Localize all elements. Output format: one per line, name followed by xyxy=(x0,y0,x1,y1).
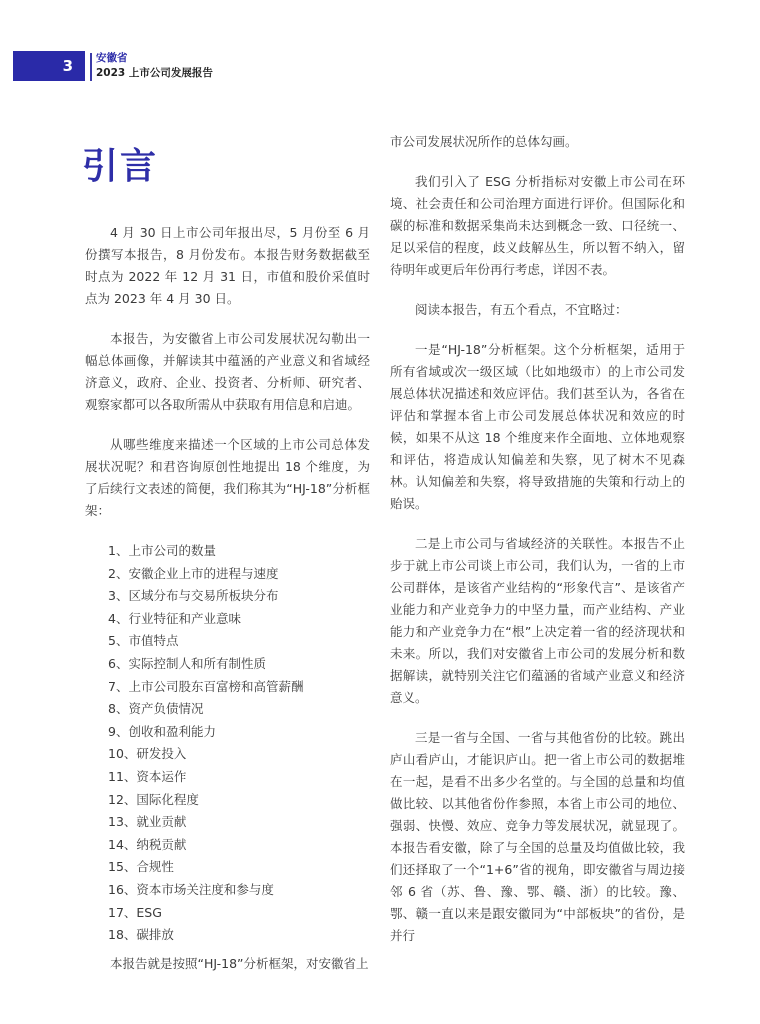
list-item: 7、上市公司股东百富榜和高管薪酬 xyxy=(108,678,304,694)
header-province: 安徽省 xyxy=(96,52,128,64)
paragraph: 市公司发展状况所作的总体勾画。 xyxy=(390,134,578,149)
paragraph: 三是一省与全国、一省与其他省份的比较。跳出庐山看庐山，才能识庐山。把一省上市公司的数据堆在一起，是看不出多少名堂的。与全国的总量和均值做比较、以其他省份作参照，本省上市公司的地位、强弱、快慢、效应、竞争力等发展状况，就显现了。本报告看安徽，除了与全国的总量及均值做比较，我们还择取了一个“1+6”省的视角，即安徽省与周边接邻 6 省（苏、鲁、豫、鄂、赣、浙）的比较。豫、鄂、赣一直以来是跟安徽同为“中部板块”的省份，是并行 xyxy=(390,730,685,943)
paragraph: 本报告，为安徽省上市公司发展状况勾勒出一幅总体画像，并解读其中蕴涵的产业意义和省域经济意义，政府、企业、投资者、分析师、研究者、观察家都可以各取所需从中获取有用信息和启迪。 xyxy=(85,331,370,412)
section-title: 引言 xyxy=(82,146,159,187)
list-item: 4、行业特征和产业意味 xyxy=(108,610,241,626)
list-item: 11、资本运作 xyxy=(108,768,187,784)
running-header xyxy=(96,51,213,81)
page-number: 3 xyxy=(62,57,73,75)
page-number-badge xyxy=(13,51,85,81)
header-divider xyxy=(90,53,92,81)
list-item: 15、合规性 xyxy=(108,859,174,875)
paragraph: 从哪些维度来描述一个区域的上市公司总体发展状况呢？和君咨询原创性地提出 18 个维度，为了后续行文表述的简便，我们称其为“HJ-18”分析框架： xyxy=(85,437,370,518)
dimension-list xyxy=(85,540,370,947)
list-item: 5、市值特点 xyxy=(108,633,179,649)
paragraph: 一是“HJ-18”分析框架。这个分析框架，适用于所有省域或次一级区域（比如地级市）的上市公司发展总体状况描述和效应评估。我们甚至认为，各省在评估和掌握本省上市公司发展总体状况和效应的时候，如果不从这 18 个维度来作全面地、立体地观察和评估，将造成认知偏差和失察，见了树木不见森林。认知偏差和失察，将导致措施的失策和行动上的贻误。 xyxy=(390,342,685,511)
list-item: 6、实际控制人和所有制性质 xyxy=(108,655,266,671)
left-column xyxy=(85,222,370,993)
list-item: 10、研发投入 xyxy=(108,746,187,762)
right-column xyxy=(390,131,685,965)
list-item: 3、区域分布与交易所板块分布 xyxy=(108,588,279,604)
paragraph: 二是上市公司与省域经济的关联性。本报告不止步于就上市公司谈上市公司，我们认为，一省的上市公司群体，是该省产业结构的“形象代言”、是该省产业能力和产业竞争力的中坚力量，而产业结构、产业能力和产业竞争力在“根”上决定着一省的经济现状和未来。所以，我们对安徽省上市公司的发展分析和数据解读，就特别关注它们蕴涵的省域产业意义和经济意义。 xyxy=(390,536,685,705)
paragraph: 本报告就是按照“HJ-18”分析框架，对安徽省上 xyxy=(110,955,369,971)
list-item: 13、就业贡献 xyxy=(108,814,187,830)
list-item: 17、ESG xyxy=(108,904,162,920)
list-item: 18、碳排放 xyxy=(108,927,174,943)
list-item: 8、资产负债情况 xyxy=(108,701,204,717)
paragraph: 我们引入了 ESG 分析指标对安徽上市公司在环境、社会责任和公司治理方面进行评价。但国际化和碳的标准和数据采集尚未达到概念一致、口径统一、足以采信的程度，歧义歧解丛生，所以暂不纳入，留待明年或更后年份再行考虑，详因不表。 xyxy=(390,174,685,277)
header-report-title: 2023 上市公司发展报告 xyxy=(96,67,213,79)
list-item: 9、创收和盈利能力 xyxy=(108,723,216,739)
list-item: 16、资本市场关注度和参与度 xyxy=(108,881,274,897)
paragraph: 4 月 30 日上市公司年报出尽，5 月份至 6 月份撰写本报告，8 月份发布。本报告财务数据截至时点为 2022 年 12 月 31 日，市值和股价采值时点为 2023 年 4 月 30 日。 xyxy=(85,225,370,306)
list-item: 1、上市公司的数量 xyxy=(108,543,216,558)
list-item: 2、安徽企业上市的进程与速度 xyxy=(108,565,279,581)
list-item: 14、纳税贡献 xyxy=(108,836,187,852)
list-item: 12、国际化程度 xyxy=(108,791,199,807)
paragraph: 阅读本报告，有五个看点，不宜略过： xyxy=(415,302,628,317)
